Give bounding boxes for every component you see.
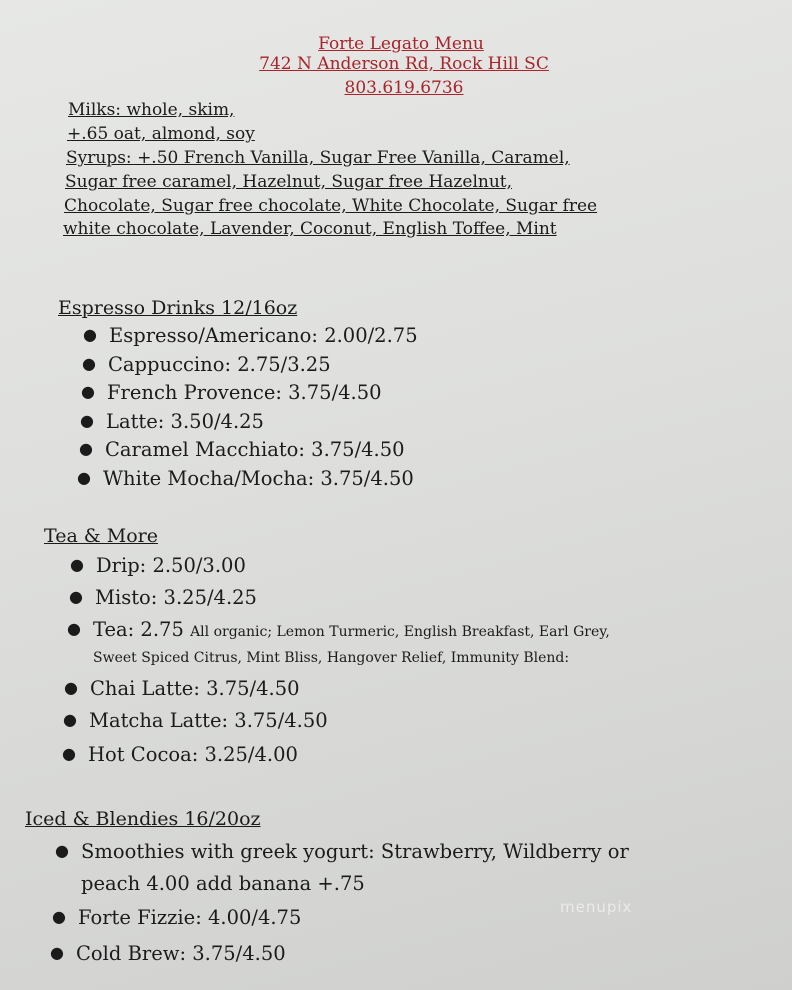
smoothie-continued: peach 4.00 add banana +.75 [81, 872, 365, 895]
list-item: ● Chai Latte: 3.75/4.50 [64, 677, 300, 700]
list-item: ● Cappuccino: 2.75/3.25 [82, 353, 331, 376]
iced-section-title: Iced & Blendies 16/20oz [25, 808, 261, 830]
list-item: ● Forte Fizzie: 4.00/4.75 [52, 906, 302, 929]
bullet: ● [69, 587, 83, 606]
bullet: ● [70, 555, 84, 574]
list-item: ● Latte: 3.50/4.25 [80, 410, 264, 433]
list-item: ● Cold Brew: 3.75/4.50 [50, 942, 286, 965]
address: 742 N Anderson Rd, Rock Hill SC [259, 54, 549, 74]
list-item: ● Tea: 2.75 All organic; Lemon Turmeric, English Breakfast, Earl Grey, [67, 618, 610, 641]
tea-note-continued: Sweet Spiced Citrus, Mint Bliss, Hangover Relief, Immunity Blend: [93, 650, 570, 666]
bullet: ● [63, 710, 77, 729]
milks-line: Milks: whole, skim, [68, 100, 235, 120]
espresso-section-title: Espresso Drinks 12/16oz [58, 297, 298, 319]
list-item: ● Espresso/Americano: 2.00/2.75 [83, 324, 418, 347]
milks-extra-line: +.65 oat, almond, soy [67, 124, 255, 144]
bullet: ● [55, 841, 69, 860]
tea-note: All organic; Lemon Turmeric, English Breakfast, Earl Grey, [190, 624, 610, 640]
bullet: ● [67, 619, 81, 638]
phone-number: 803.619.6736 [344, 78, 464, 98]
list-item: ● Caramel Macchiato: 3.75/4.50 [79, 438, 405, 461]
list-item: ● French Provence: 3.75/4.50 [81, 381, 382, 404]
list-item: ● Drip: 2.50/3.00 [70, 554, 246, 577]
bullet: ● [82, 354, 96, 373]
list-item: ● Hot Cocoa: 3.25/4.00 [62, 743, 298, 766]
bullet: ● [77, 468, 91, 487]
bullet: ● [64, 678, 78, 697]
list-item: ● Matcha Latte: 3.75/4.50 [63, 709, 328, 732]
bullet: ● [80, 411, 94, 430]
bullet: ● [52, 907, 66, 926]
tea-section-title: Tea & More [44, 525, 158, 547]
bullet: ● [79, 439, 93, 458]
bullet: ● [50, 943, 64, 962]
bullet: ● [62, 744, 76, 763]
menu-title: Forte Legato Menu [318, 34, 484, 54]
syrups-line-2: Sugar free caramel, Hazelnut, Sugar free Hazelnut, [65, 172, 513, 192]
list-item: ● White Mocha/Mocha: 3.75/4.50 [77, 467, 414, 490]
bullet: ● [83, 325, 97, 344]
syrups-line-3: Chocolate, Sugar free chocolate, White Chocolate, Sugar free [64, 196, 598, 216]
list-item: ● Smoothies with greek yogurt: Strawberry, Wildberry or [55, 840, 629, 863]
watermark: menupix [560, 898, 633, 916]
list-item: ● Misto: 3.25/4.25 [69, 586, 257, 609]
bullet: ● [81, 382, 95, 401]
syrups-line-4: white chocolate, Lavender, Coconut, English Toffee, Mint [63, 219, 557, 239]
syrups-line: Syrups: +.50 French Vanilla, Sugar Free Vanilla, Caramel, [66, 148, 570, 168]
